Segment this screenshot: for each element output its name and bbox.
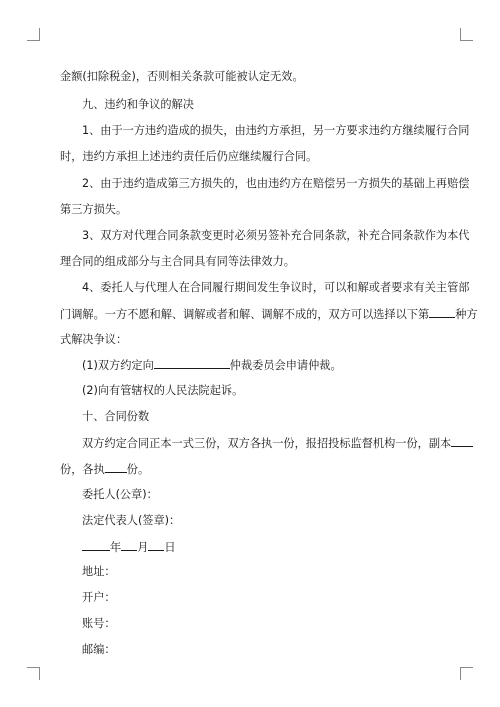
blank-year bbox=[82, 540, 110, 551]
blank-line bbox=[451, 436, 473, 447]
copies-line-1-text: 双方约定合同正本一式三份，双方各执一份，报招投标监督机构一份，副本 bbox=[82, 437, 452, 450]
clause-4-line-2 bbox=[60, 307, 478, 322]
account-label: 账号： bbox=[82, 617, 116, 630]
postcode-label: 邮编： bbox=[82, 643, 116, 656]
clause-4-line-3: 式解决争议： bbox=[60, 333, 128, 346]
copies-line-2-tail: 份。 bbox=[126, 463, 150, 476]
clause-1-line-1: 1、由于一方违约造成的损失，由违约方承担，另一方要求违约方继续履行合同 bbox=[82, 124, 470, 137]
client-seal-label: 委托人(公章)： bbox=[82, 488, 158, 501]
clause-3-line-1: 3、双方对代理合同条款变更时必须另签补充合同条款，补充合同条款作为本代 bbox=[82, 229, 470, 242]
clause-4-line-2-text: 门调解。一方不愿和解、调解或者和解、调解不成的，双方可以选择以下第 bbox=[60, 308, 430, 321]
blank-line bbox=[105, 462, 127, 473]
date-month-label: 月 bbox=[137, 541, 149, 554]
legal-rep-sign-label: 法定代表人(签章)： bbox=[82, 514, 181, 527]
section-heading-9: 九、违约和争议的解决 bbox=[82, 98, 194, 111]
clause-2-line-1: 2、由于违约造成第三方损失的，也由违约方在赔偿另一方损失的基础上再赔偿 bbox=[82, 177, 470, 190]
date-year-label: 年 bbox=[110, 541, 122, 554]
date-line bbox=[82, 540, 176, 555]
clause-1-line-2: 时，违约方承担上述违约责任后仍应继续履行合同。 bbox=[60, 150, 318, 163]
blank-day bbox=[148, 540, 164, 551]
crop-mark-bottom-left bbox=[27, 667, 40, 680]
copies-line-2-text: 份，各执 bbox=[60, 463, 105, 476]
clause-2-line-2: 第三方损失。 bbox=[60, 203, 128, 216]
date-day-label: 日 bbox=[164, 541, 176, 554]
clause-4-line-2-tail: 种方 bbox=[455, 308, 478, 321]
option-1 bbox=[82, 358, 342, 373]
option-1-tail: 仲裁委员会申请仲裁。 bbox=[229, 359, 342, 372]
crop-mark-top-right bbox=[460, 28, 473, 41]
copies-line-1 bbox=[82, 436, 473, 451]
option-2: (2)向有管辖权的人民法院起诉。 bbox=[82, 384, 244, 397]
section-heading-10: 十、合同份数 bbox=[82, 410, 150, 423]
blank-line bbox=[154, 358, 230, 369]
clause-3-line-2: 理合同的组成部分与主合同具有同等法律效力。 bbox=[60, 255, 295, 268]
clause-4-line-1: 4、委托人与代理人在合同履行期间发生争议时，可以和解或者要求有关主管部 bbox=[82, 281, 470, 294]
paragraph-line: 金额(扣除税金)，否则相关条款可能被认定无效。 bbox=[60, 70, 304, 83]
crop-mark-top-left bbox=[27, 28, 40, 41]
blank-month bbox=[121, 540, 137, 551]
address-label: 地址： bbox=[82, 565, 116, 578]
blank-line bbox=[429, 307, 455, 318]
crop-mark-bottom-right bbox=[460, 667, 473, 680]
bank-label: 开户： bbox=[82, 591, 116, 604]
option-1-text: (1)双方约定向 bbox=[82, 359, 154, 372]
copies-line-2 bbox=[60, 462, 149, 477]
